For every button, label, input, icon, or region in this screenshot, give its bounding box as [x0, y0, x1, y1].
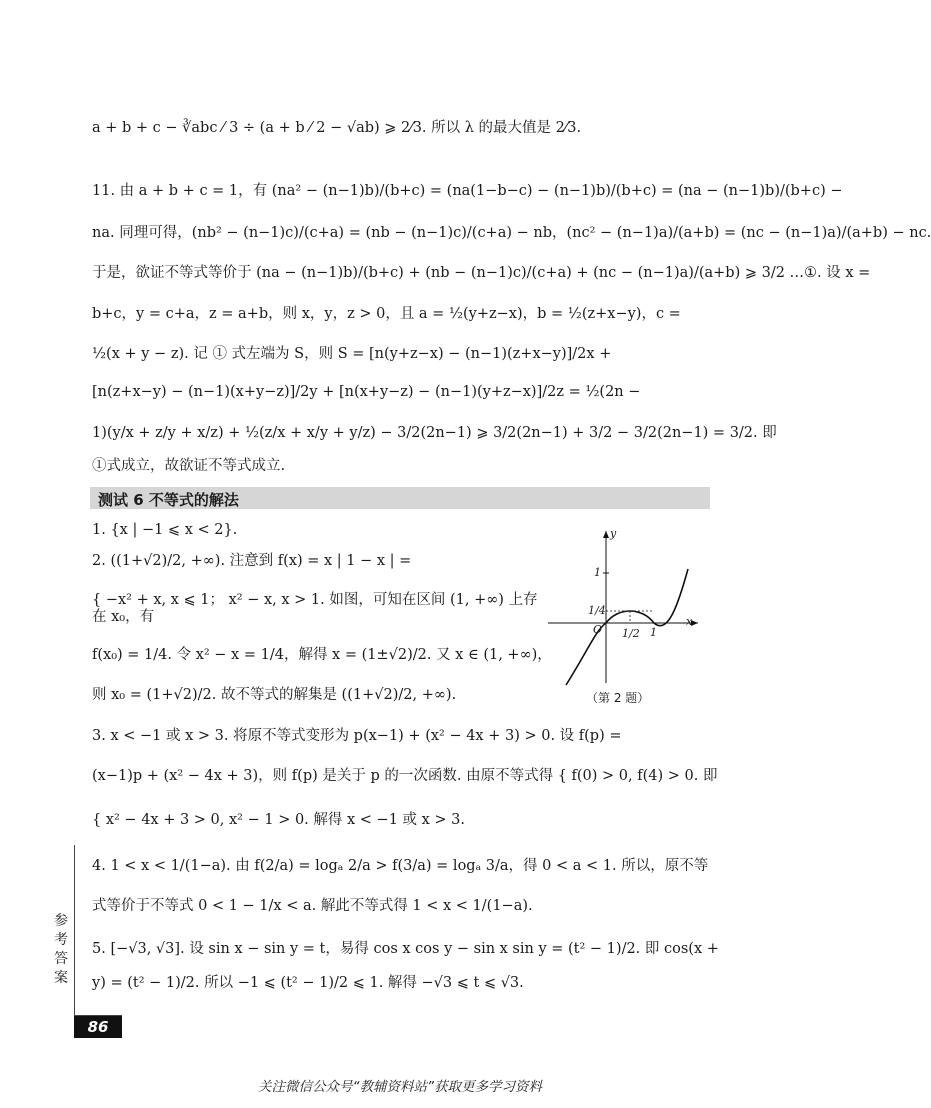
x-label: x	[686, 615, 693, 628]
section-header	[90, 487, 710, 509]
text-line: ①式成立，故欲证不等式成立.	[92, 458, 286, 474]
text-line: [n(z+x−y) − (n−1)(x+y−z)]/2y + [n(x+y−z) − (n−1)(y+z−x)]/2z = ½(2n −	[92, 384, 641, 400]
problem-line: 式等价于不等式 0 < 1 − 1/x < a. 解此不等式得 1 < x < 1/(1−a).	[92, 898, 533, 914]
problem-line: (x−1)p + (x² − 4x + 3)，则 f(p) 是关于 p 的一次函数. 由原不等式得 { f(0) > 0, f(4) > 0. 即	[92, 768, 718, 784]
footer-note: 关注微信公众号“教辅资料站”获取更多学习资料	[258, 1079, 542, 1095]
origin-label: O	[593, 623, 603, 636]
text-line: na. 同理可得，(nb² − (n−1)c)/(c+a) = (nb − (n−1)c)/(c+a) − nb，(nc² − (n−1)a)/(a+b) = (nc − (n−1)a)/(a+b) − nc.	[92, 225, 931, 241]
side-label: 参考答案	[54, 913, 68, 986]
figure-caption: （第 2 题）	[586, 691, 650, 705]
half-label: 1/2	[622, 627, 640, 640]
text-line: 1)(y/x + z/y + x/z) + ½(z/x + x/y + y/z) − 3/2(2n−1) ⩾ 3/2(2n−1) + 3/2 − 3/2(2n−1) = 3/2. 即	[92, 425, 777, 441]
problem-line: 4. 1 < x < 1/(1−a). 由 f(2/a) = logₐ 2/a > f(3/a) = logₐ 3/a，得 0 < a < 1. 所以，原不等	[92, 858, 709, 874]
y-one-label: 1	[594, 566, 601, 579]
problem-line: f(x₀) = 1/4. 令 x² − x = 1/4，解得 x = (1±√2)/2. 又 x ∈ (1, +∞)，	[92, 647, 552, 663]
text-line: ½(x + y − z). 记 ① 式左端为 S，则 S = [n(y+z−x) − (n−1)(z+x−y)]/2x +	[92, 346, 612, 362]
problem-line: 则 x₀ = (1+√2)/2. 故不等式的解集是 ((1+√2)/2, +∞).	[92, 687, 457, 703]
function-graph	[548, 525, 708, 685]
problem-line: 3. x < −1 或 x > 3. 将原不等式变形为 p(x−1) + (x² − 4x + 3) > 0. 设 f(p) =	[92, 728, 622, 744]
problem-line: 1. {x | −1 ⩽ x < 2}.	[92, 522, 238, 538]
problem-line: { −x² + x, x ⩽ 1； x² − x, x > 1. 如图，可知在区间 (1, +∞) 上存在 x₀，有	[92, 592, 538, 626]
side-rule	[74, 845, 75, 1015]
text-line: 于是，欲证不等式等价于 (na − (n−1)b)/(b+c) + (nb − (n−1)c)/(c+a) + (nc − (n−1)a)/(a+b) ⩾ 3/2 …①. 设 x =	[92, 265, 871, 281]
text-line: b+c，y = c+a，z = a+b，则 x，y，z > 0，且 a = ½(y+z−x)，b = ½(z+x−y)，c =	[92, 306, 681, 322]
problem-line: 2. ((1+√2)/2, +∞). 注意到 f(x) = x | 1 − x | =	[92, 553, 412, 569]
page-number: 86	[74, 1016, 122, 1038]
quarter-label: 1/4	[588, 604, 606, 617]
problem-line: { x² − 4x + 3 > 0, x² − 1 > 0. 解得 x < −1 或 x > 3.	[92, 812, 466, 828]
x-one-label: 1	[650, 626, 657, 639]
y-axis-arrow	[603, 531, 609, 538]
problem-line: y) = (t² − 1)/2. 所以 −1 ⩽ (t² − 1)/2 ⩽ 1. 解得 −√3 ⩽ t ⩽ √3.	[92, 975, 524, 991]
function-graph-figure	[548, 525, 708, 710]
y-label: y	[610, 527, 617, 540]
problem-line: 5. [−√3, √3]. 设 sin x − sin y = t，易得 cos x cos y − sin x sin y = (t² − 1)/2. 即 cos(x +	[92, 941, 719, 957]
text-line: a + b + c − ∛abc ⁄ 3 ÷ (a + b ⁄ 2 − √ab) ⩾ 2⁄3. 所以 λ 的最大值是 2⁄3.	[92, 120, 582, 136]
section-title: 测试 6 不等式的解法	[98, 491, 239, 509]
text-line: 11. 由 a + b + c = 1，有 (na² − (n−1)b)/(b+c) = (na(1−b−c) − (n−1)b)/(b+c) = (na − (n−1)b)/(b+c) −	[92, 183, 843, 199]
